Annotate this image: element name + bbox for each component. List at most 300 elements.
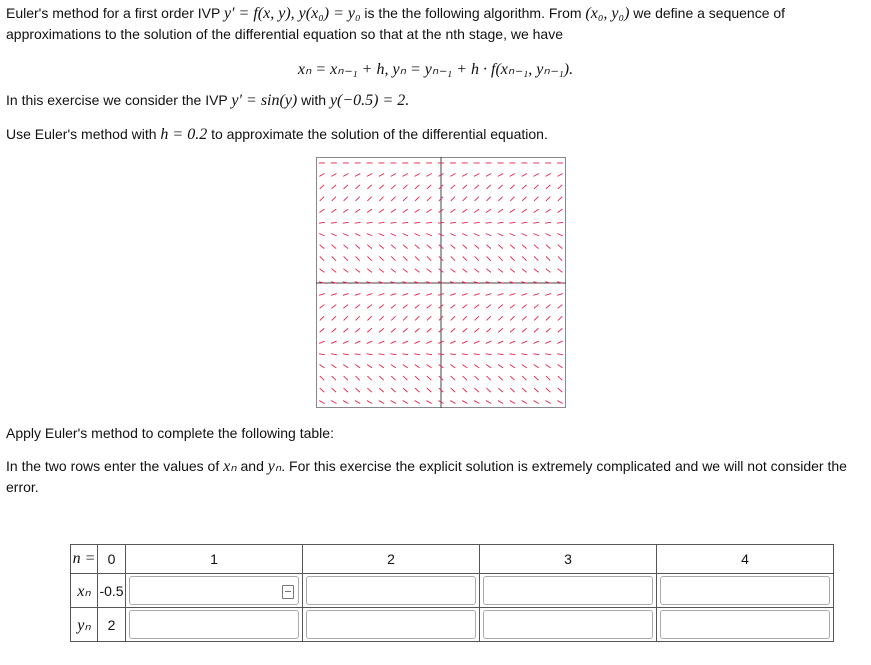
slope-segment [332,376,336,380]
slope-segment [486,173,491,176]
slope-segment [391,197,395,201]
slope-segment [546,305,551,309]
slope-segment [367,401,372,404]
slope-segment [498,401,503,404]
slope-segment [344,376,348,380]
slope-segment [462,364,467,367]
slope-segment [534,173,539,176]
exercise-ivp: In this exercise we consider the IVP y′ = sin(y) with y(−0.5) = 2. [6,92,410,109]
slope-segment [545,234,551,236]
slope-segment [474,305,479,309]
slope-segment [546,388,550,392]
slope-segment [450,354,456,355]
slope-segment [367,388,371,392]
slope-segment [558,245,563,249]
slope-segment [391,376,395,380]
slope-segment [522,364,527,367]
slope-segment [415,388,419,392]
slope-segment [463,245,468,249]
slope-segment [558,364,563,367]
slope-segment [558,197,562,201]
slope-segment [403,269,408,273]
slope-segment [534,305,539,309]
table-row [71,574,834,608]
slope-segment [332,316,336,320]
slope-segment [462,341,468,343]
slope-segment [367,173,372,176]
slope-segment [344,185,348,189]
slope-segment [391,316,395,320]
slope-segment [367,185,371,189]
slope-segment [498,364,503,367]
step-size-instruction: Use Euler's method with h = 0.2 to approximate the solution of the differential equation. [6,126,548,143]
slope-segment [534,401,539,404]
slope-segment [402,222,408,223]
slope-segment [451,256,455,260]
slope-segment [546,197,550,201]
slope-segment [463,388,467,392]
slope-segment [558,269,563,273]
slope-segment [451,269,456,273]
slope-segment [379,234,385,236]
slope-segment [462,294,468,296]
slope-segment [379,316,383,320]
slope-segment [521,354,527,355]
slope-segment [320,197,324,201]
slope-segment [486,376,490,380]
slope-segment [343,401,348,404]
slope-segment [462,401,467,404]
slope-segment [545,294,551,296]
slope-segment [533,294,539,296]
slope-segment [462,305,467,309]
slope-segment [331,269,336,273]
slope-segment [498,305,503,309]
slope-segment [474,354,480,355]
slope-segment [367,234,373,236]
slope-segment [533,234,539,236]
slope-segment [391,328,396,332]
slope-segment [486,245,491,249]
slope-segment [427,364,432,367]
slope-segment [415,245,420,249]
slope-segment [522,316,526,320]
slope-segment [475,197,479,201]
slope-segment [343,341,349,343]
slope-segment [319,364,324,367]
slope-segment [355,245,360,249]
slope-segment [367,269,372,273]
slope-segment [415,376,419,380]
slope-segment [319,222,325,223]
slope-segment [403,388,407,392]
slope-segment [510,197,514,201]
slope-segment [331,305,336,309]
slope-segment [343,245,348,249]
slope-segment [403,401,408,404]
slope-segment [426,341,432,343]
slope-segment [319,354,325,355]
slope-segment [367,305,372,309]
n-value-0: 0 [98,545,126,574]
slope-segment [320,316,324,320]
slope-segment [391,209,396,212]
slope-segment [557,401,562,404]
slope-segment [498,209,503,212]
slope-segment [355,364,360,367]
slope-segment [522,305,527,309]
slope-segment [486,185,490,189]
slope-segment [498,354,504,355]
slope-segment [319,234,325,236]
y1-input[interactable] [129,610,299,639]
slope-segment [522,401,527,404]
table-row [71,545,834,574]
slope-segment [367,376,371,380]
slope-segment [498,341,504,343]
slope-segment [403,209,408,212]
slope-segment [475,256,479,260]
slope-segment [558,256,562,260]
n-value-3: 3 [480,545,657,574]
slope-segment [546,376,550,380]
euler-formula: xₙ = xₙ₋₁ + h, yₙ = yₙ₋₁ + h · f(xₙ₋₁, yₙ₋₁). [297,61,574,78]
slope-segment [509,222,515,223]
slope-segment [379,269,384,273]
slope-segment [391,401,396,404]
slope-segment [427,185,431,189]
slope-segment [355,269,360,273]
slope-segment [522,173,527,176]
slope-segment [426,294,432,296]
x1-input[interactable] [129,576,299,605]
slope-segment [344,316,348,320]
slope-segment [498,388,502,392]
slope-segment [391,388,395,392]
y4-input[interactable] [660,610,830,639]
slope-segment [391,305,396,309]
slope-segment [379,401,384,404]
slope-segment [367,294,373,296]
slope-segment [331,341,337,343]
slope-segment [427,209,432,212]
slope-segment [558,185,562,189]
slope-segment [474,173,479,176]
slope-segment [415,364,420,367]
slope-segment [320,185,324,189]
slope-segment [319,401,324,404]
slope-segment [498,234,504,236]
slope-segment [379,341,385,343]
slope-segment [379,245,384,249]
slope-segment [343,173,348,176]
slope-segment [557,234,563,236]
slope-segment [474,234,480,236]
slope-segment [391,364,396,367]
slope-segment [332,197,336,201]
n-value-4: 4 [657,545,834,574]
slope-segment [522,341,528,343]
slope-segment [379,294,385,296]
slope-segment [403,185,407,189]
slope-segment [379,256,383,260]
slope-segment [332,328,337,332]
slope-segment [510,209,515,212]
slope-segment [355,209,360,212]
slope-segment [367,364,372,367]
apply-instruction: Apply Euler's method to complete the following table: [6,425,334,441]
slope-segment [522,185,526,189]
table-row [71,608,834,642]
slope-segment [486,328,491,332]
slope-segment [319,173,324,176]
slope-segment [475,185,479,189]
slope-segment [331,364,336,367]
slope-segment [403,173,408,176]
slope-segment [546,328,551,332]
slope-segment [533,354,539,355]
slope-segment [355,222,361,223]
slope-segment [403,256,407,260]
slope-segment [391,185,395,189]
slope-segment [320,388,324,392]
slope-segment [534,245,539,249]
slope-segment [403,376,407,380]
slope-segment [522,328,527,332]
slope-segment [474,328,479,332]
slope-segment [415,401,420,404]
slope-segment [343,222,349,223]
x3-input[interactable] [483,576,653,605]
slope-segment [320,376,324,380]
slope-segment [391,294,397,296]
slope-segment [510,294,516,296]
slope-segment [450,294,456,296]
slope-segment [450,209,455,212]
slope-segment [534,388,538,392]
slope-segment [379,364,384,367]
slope-segment [343,269,348,273]
slope-segment [403,234,409,236]
slope-segment [462,222,468,223]
slope-segment [451,316,455,320]
slope-segment [332,256,336,260]
slope-segment [379,197,383,201]
slope-segment [534,185,538,189]
slope-segment [367,222,373,223]
y3-input[interactable] [483,610,653,639]
slope-segment [414,354,420,355]
slope-segment [486,256,490,260]
slope-segment [510,269,515,273]
slope-segment [355,354,361,355]
slope-segment [356,197,360,201]
slope-segment [379,185,383,189]
slope-segment [356,256,360,260]
slope-segment [486,234,492,236]
slope-segment [486,354,492,355]
slope-segment [534,269,539,273]
slope-segment [379,328,384,332]
slope-segment [545,354,551,355]
n-value-1: 1 [126,545,303,574]
slope-segment [402,294,408,296]
slope-segment [558,328,563,332]
slope-segment [379,388,383,392]
n-value-2: 2 [303,545,480,574]
slope-segment [546,245,551,249]
slope-segment [426,173,431,176]
slope-segment [415,269,420,273]
slope-segment [426,354,432,355]
slope-segment [356,376,360,380]
slope-segment [474,294,480,296]
slope-segment [355,173,360,176]
slope-segment [426,234,432,236]
slope-segment [498,269,503,273]
slope-segment [463,185,467,189]
slope-segment [427,316,431,320]
slope-segment [355,294,361,296]
slope-segment [319,294,325,296]
slope-segment [344,256,348,260]
slope-segment [462,209,467,212]
slope-segment [415,173,420,176]
slope-segment [427,388,431,392]
slope-segment [451,305,456,309]
slope-field-plot [316,157,566,408]
euler-table [70,544,834,642]
slope-segment [414,294,420,296]
slope-segment [403,316,407,320]
slope-segment [451,245,456,249]
initial-point: (x₀, y₀) [585,5,630,22]
slope-segment [343,234,349,236]
slope-segment [510,376,514,380]
slope-segment [475,316,479,320]
slope-segment [332,185,336,189]
slope-segment [451,376,455,380]
slope-segment [534,256,538,260]
slope-segment [546,316,550,320]
slope-segment [463,256,467,260]
slope-segment [367,256,371,260]
slope-segment [558,376,562,380]
y2-input[interactable] [306,610,476,639]
slope-segment [486,222,492,223]
slope-segment [403,364,408,367]
slope-segment [391,234,397,236]
slope-segment [438,222,444,223]
slope-segment [558,305,563,309]
slope-segment [534,197,538,201]
slope-segment [450,173,455,176]
slope-segment [474,222,480,223]
slope-segment [355,185,359,189]
slope-segment [534,328,539,332]
slope-segment [545,341,551,343]
slope-segment [546,269,551,273]
x2-input[interactable] [306,576,476,605]
slope-segment [510,234,516,236]
slope-segment [498,256,502,260]
slope-segment [509,354,515,355]
slope-segment [379,376,383,380]
slope-segment [344,197,348,201]
slope-segment [474,209,479,212]
slope-segment [367,328,372,332]
slope-segment [463,316,467,320]
slope-segment [534,376,538,380]
slope-segment [426,401,431,404]
euler-method-description: Euler's method for a first order IVP y′ = f(x, y), y(x₀) = y₀ is the the following algorithm. From (x₀, y₀) we define a sequence of approximations to the solution of the differential equation so that at the nth stage, we have [6,5,786,42]
slope-segment [331,234,337,236]
ivp-general: y′ = f(x, y), y(x₀) = y₀ [223,5,361,22]
slope-segment [332,245,337,249]
slope-segment [486,269,491,273]
slope-segment [331,173,336,176]
slope-segment [450,401,455,404]
slope-segment [510,328,515,332]
slope-segment [427,305,432,309]
slope-segment [427,197,431,201]
slope-segment [343,294,349,296]
slope-segment [367,354,373,355]
slope-segment [403,245,408,249]
slope-segment [510,256,514,260]
slope-segment [355,328,360,332]
slope-segment [498,376,502,380]
slope-segment [498,328,503,332]
slope-segment [534,209,539,212]
slope-segment [320,305,325,309]
x-label: xₙ [71,574,98,608]
slope-segment [320,328,325,332]
slope-segment [415,256,419,260]
slope-segment [426,222,432,223]
slope-segment [403,305,408,309]
slope-segment [344,388,348,392]
slope-segment [521,294,527,296]
slope-segment [462,269,467,273]
slope-segment [510,185,514,189]
slope-segment [463,328,468,332]
slope-segment [415,328,420,332]
slope-segment [558,209,563,212]
slope-segment [427,256,431,260]
slope-segment [379,173,384,176]
slope-segment [558,316,562,320]
slope-segment [510,245,515,249]
slope-segment [451,388,455,392]
slope-segment [498,185,502,189]
keyboard-icon[interactable] [282,585,294,599]
slope-segment [343,328,348,332]
slope-segment [390,354,396,355]
slope-segment [331,401,336,404]
slope-segment [415,305,420,309]
n-label: n = [71,545,98,574]
slope-segment [355,401,360,404]
slope-segment [557,294,563,296]
x4-input[interactable] [660,576,830,605]
slope-segment [557,222,563,223]
slope-segment [546,209,551,212]
slope-segment [379,354,385,355]
slope-segment [391,173,396,176]
slope-segment [474,364,479,367]
slope-segment [522,269,527,273]
